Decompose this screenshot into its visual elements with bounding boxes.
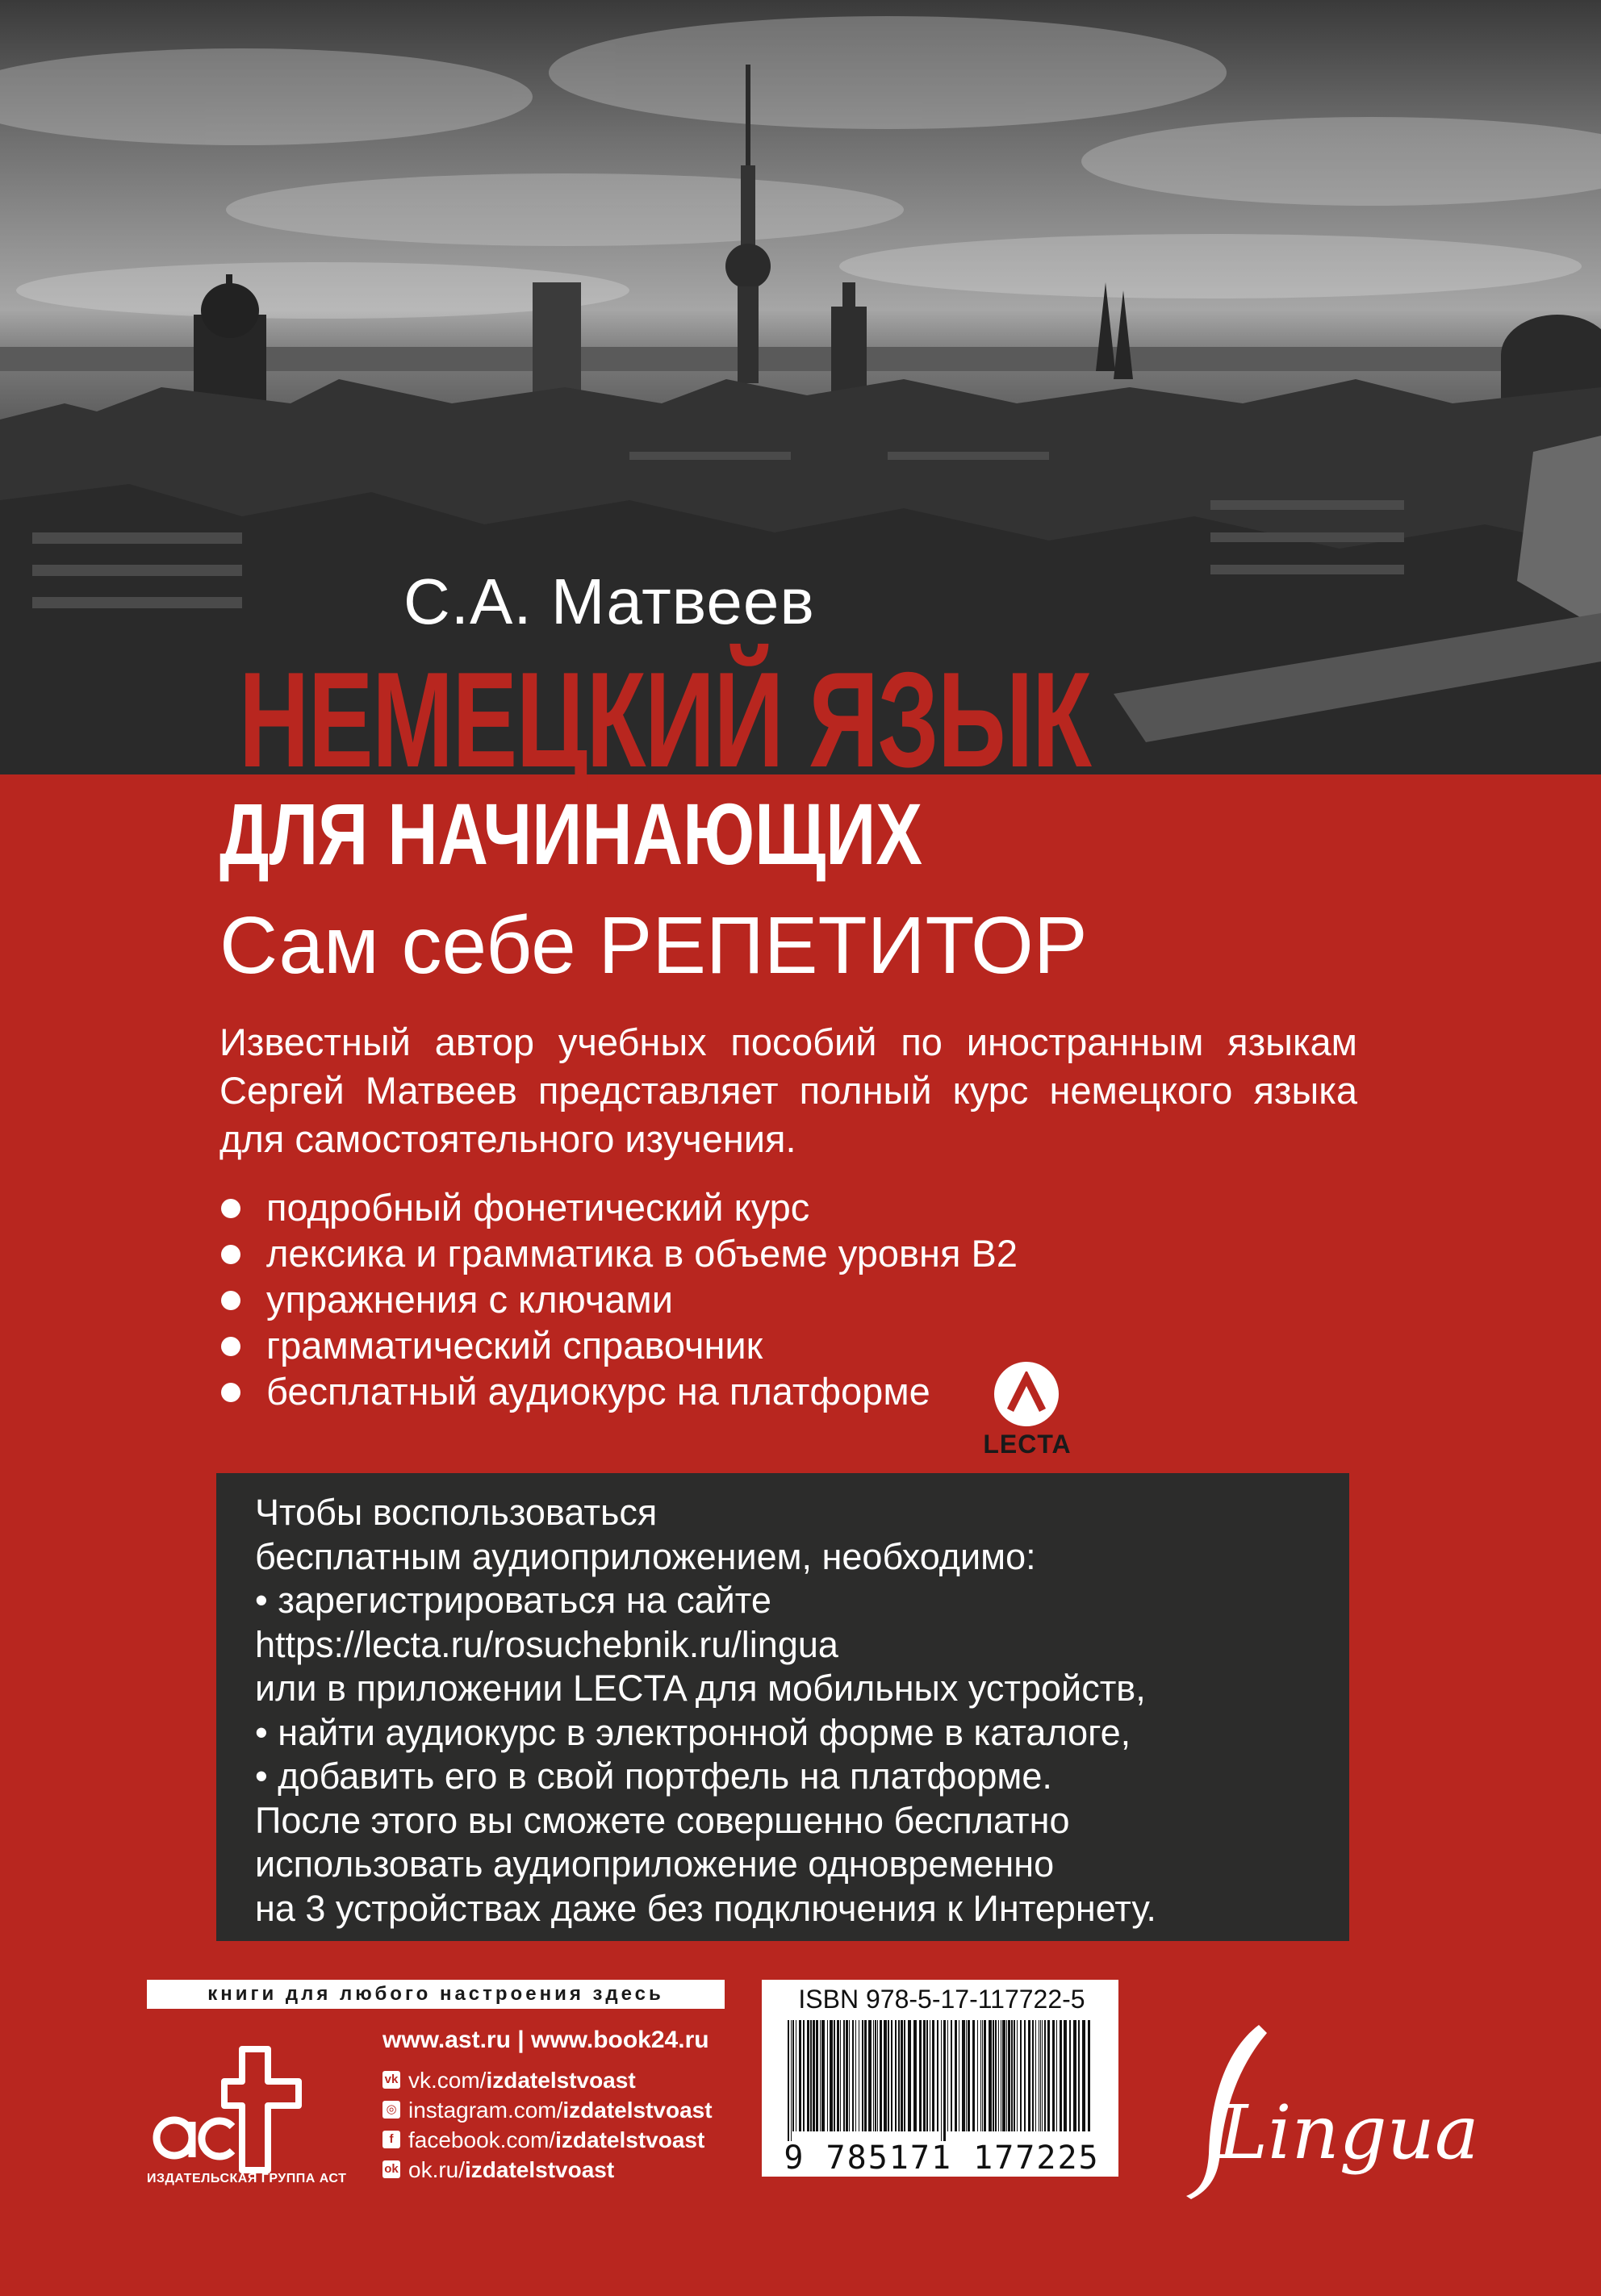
- barcode-bar: [855, 2020, 856, 2131]
- barcode-bar: [1047, 2020, 1050, 2131]
- barcode-bar: [799, 2020, 801, 2131]
- barcode-bar: [1060, 2020, 1062, 2131]
- barcode-bar: [913, 2020, 917, 2131]
- info-line: или в приложении LECTA для мобильных устройств,: [255, 1668, 1146, 1709]
- publisher-caption: ИЗДАТЕЛЬСКАЯ ГРУППА АСТ: [147, 2172, 347, 2185]
- info-line: на 3 устройствах даже без подключения к Интернету.: [255, 1887, 1156, 1929]
- barcode-bar: [904, 2020, 905, 2131]
- barcode-bar: [898, 2020, 900, 2131]
- social-link-instagram[interactable]: ◎ instagram.com/izdatelstvoast: [382, 2095, 713, 2125]
- barcode-bar: [1052, 2020, 1055, 2131]
- barcode-bar: [1017, 2020, 1018, 2131]
- barcode-bar: [995, 2020, 997, 2131]
- barcode-bar: [807, 2020, 809, 2131]
- barcode-bar: [1073, 2020, 1076, 2131]
- barcode-bar: [788, 2020, 789, 2141]
- barcode-bar: [837, 2020, 839, 2131]
- lecta-logo: [978, 1362, 1076, 1457]
- barcode-bar: [941, 2020, 942, 2141]
- barcode-bar: [862, 2020, 863, 2131]
- barcode-bar: [846, 2020, 848, 2131]
- info-line: https://lecta.ru/rosuchebnik.ru/lingua: [255, 1623, 838, 1665]
- barcode-bar: [1020, 2020, 1022, 2131]
- barcode-bar: [827, 2020, 828, 2131]
- info-line: • добавить его в свой портфель на платформе.: [255, 1755, 1052, 1797]
- barcode-bar: [1069, 2020, 1071, 2131]
- list-item: грамматический справочник: [219, 1322, 1188, 1368]
- barcode-bar: [968, 2020, 970, 2131]
- barcode-bar: [984, 2020, 986, 2131]
- info-line: • найти аудиокурс в электронной форме в каталоге,: [255, 1711, 1131, 1753]
- barcode-bar: [1006, 2020, 1007, 2131]
- barcode-bar: [816, 2020, 818, 2131]
- barcode-bar: [1040, 2020, 1041, 2131]
- lingua-imprint-logo: [1162, 2017, 1479, 2202]
- barcode-bar: [1002, 2020, 1005, 2131]
- barcode-bar: [864, 2020, 867, 2131]
- info-line: использовать аудиоприложение одновременно: [255, 1843, 1055, 1885]
- barcode-bar: [947, 2020, 948, 2131]
- barcode-bar: [813, 2020, 815, 2131]
- barcode-bar: [962, 2020, 965, 2131]
- barcode-bar: [989, 2020, 992, 2131]
- barcode-bar: [821, 2020, 825, 2131]
- barcode-bar: [873, 2020, 874, 2131]
- odnoklassniki-icon: ok: [382, 2160, 400, 2178]
- barcode-bar: [1024, 2020, 1026, 2131]
- info-line: бесплатным аудиоприложением, необходимо:: [255, 1535, 1036, 1577]
- barcode-bar: [993, 2020, 994, 2131]
- barcode-bar: [980, 2020, 981, 2131]
- lecta-logo-text: LECTA: [983, 1430, 1072, 1459]
- barcode-bar: [1028, 2020, 1030, 2131]
- barcode-bar: [895, 2020, 897, 2131]
- social-link-odnoklassniki[interactable]: ok ok.ru/izdatelstvoast: [382, 2155, 713, 2185]
- barcode-bar: [926, 2020, 928, 2131]
- barcode-bar: [998, 2020, 999, 2131]
- barcode-bar: [791, 2020, 792, 2141]
- barcode-bar: [1082, 2020, 1085, 2131]
- barcode-bar: [923, 2020, 926, 2131]
- facebook-icon: f: [382, 2131, 400, 2148]
- barcode-bar: [877, 2020, 878, 2131]
- list-item: подробный фонетический курс: [219, 1184, 1188, 1230]
- barcode-bar: [849, 2020, 850, 2131]
- intro-paragraph: Известный автор учебных пособий по иностранным языкам Сергей Матвеев представляет полный курс немецкого языка для самостоятельного изучения.: [219, 1021, 1357, 1160]
- barcode-bar: [1044, 2020, 1046, 2131]
- barcode-bar: [852, 2020, 854, 2131]
- barcode-bar: [803, 2020, 805, 2131]
- barcode-bar: [830, 2020, 833, 2131]
- barcode-bar: [966, 2020, 967, 2131]
- publisher-slogan: книги для любого настроения здесь: [147, 1980, 725, 2009]
- barcode-bar: [1008, 2020, 1010, 2131]
- bullet-icon: [221, 1199, 240, 1218]
- barcode-bar: [891, 2020, 892, 2131]
- social-link-facebook[interactable]: f facebook.com/izdatelstvoast: [382, 2125, 713, 2155]
- publisher-websites: www.ast.ru | www.book24.ru: [382, 2027, 709, 2053]
- barcode-bar: [820, 2020, 821, 2131]
- barcode-bar: [880, 2020, 882, 2131]
- barcode-bar: [1032, 2020, 1034, 2131]
- social-link-vk[interactable]: vk vk.com/izdatelstvoast: [382, 2065, 713, 2095]
- lecta-caret-icon: [1005, 1371, 1047, 1417]
- barcode-bar: [1088, 2020, 1090, 2131]
- book-title-line1: НЕМЕЦКИЙ ЯЗЫК: [239, 644, 1091, 795]
- barcode-bar: [1064, 2020, 1067, 2131]
- barcode-bar: [901, 2020, 903, 2131]
- isbn-number: ISBN 978-5-17-117722-5: [798, 1985, 1085, 2014]
- vk-icon: vk: [382, 2071, 400, 2089]
- barcode-bar: [919, 2020, 922, 2131]
- barcode-bar: [932, 2020, 934, 2131]
- info-line: После этого вы сможете совершенно бесплатно: [255, 1799, 1070, 1841]
- book-title-line2: ДЛЯ НАЧИНАЮЩИХ: [219, 785, 922, 883]
- barcode-bar: [840, 2020, 841, 2131]
- bullet-icon: [221, 1245, 240, 1264]
- barcode-bar: [1014, 2020, 1015, 2131]
- isbn-barcode: [762, 1980, 1118, 2177]
- barcode-bar: [972, 2020, 975, 2131]
- book-subtitle: Сам себе РЕПЕТИТОР: [219, 900, 1088, 991]
- barcode-icon: [788, 2020, 1096, 2141]
- barcode-bar: [1011, 2020, 1013, 2131]
- barcode-bar: [937, 2020, 938, 2131]
- barcode-bar: [943, 2020, 946, 2141]
- barcode-bar: [1078, 2020, 1080, 2131]
- barcode-bar: [908, 2020, 911, 2131]
- barcode-bar: [1056, 2020, 1057, 2131]
- barcode-bar: [977, 2020, 978, 2131]
- list-item: бесплатный аудиокурс на платформе: [219, 1368, 1188, 1414]
- barcode-bar: [792, 2020, 794, 2131]
- bullet-icon: [221, 1337, 240, 1356]
- barcode-bar: [884, 2020, 887, 2131]
- barcode-bar: [955, 2020, 957, 2131]
- ean-number: 9 785171 177225: [784, 2139, 1100, 2177]
- imprint-name: Lingua: [1219, 2089, 1479, 2176]
- barcode-bar: [843, 2020, 845, 2131]
- list-item: лексика и грамматика в объеме уровня В2: [219, 1230, 1188, 1276]
- info-line: Чтобы воспользоваться: [255, 1492, 658, 1533]
- barcode-bar: [1042, 2020, 1043, 2131]
- barcode-bar: [834, 2020, 835, 2131]
- barcode-bar: [888, 2020, 889, 2131]
- bullet-icon: [221, 1383, 240, 1402]
- social-links: [382, 2065, 713, 2185]
- barcode-bar: [1035, 2020, 1036, 2131]
- info-line: • зарегистрироваться на сайте: [255, 1580, 771, 1621]
- barcode-bar: [875, 2020, 876, 2131]
- bullet-icon: [221, 1291, 240, 1310]
- audio-instructions-box: [216, 1473, 1349, 1941]
- barcode-bar: [810, 2020, 812, 2131]
- barcode-bar: [868, 2020, 872, 2131]
- barcode-bar: [982, 2020, 983, 2131]
- instagram-icon: ◎: [382, 2101, 400, 2119]
- list-item: упражнения с ключами: [219, 1276, 1188, 1322]
- author-name: С.А. Матвеев: [403, 566, 815, 637]
- barcode-bar: [951, 2020, 952, 2131]
